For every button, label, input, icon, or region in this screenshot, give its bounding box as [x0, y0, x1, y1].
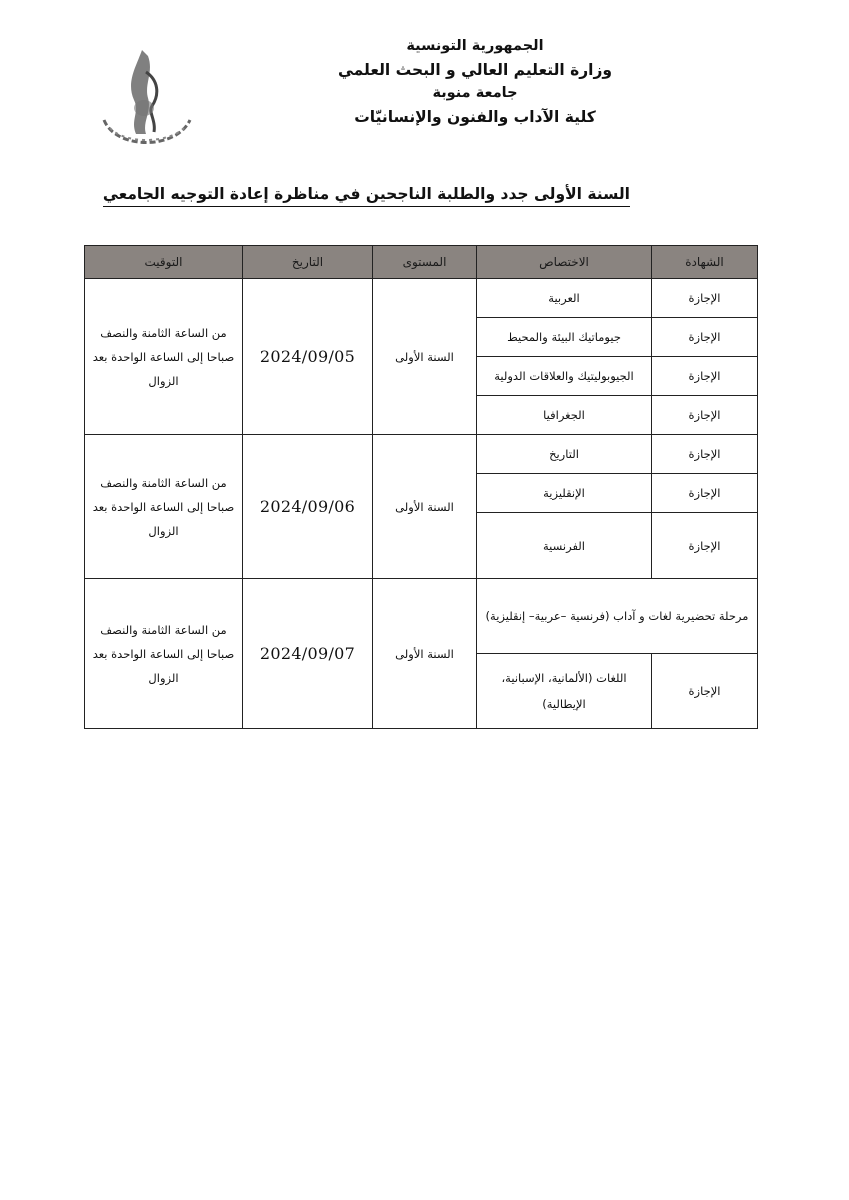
specialty-cell: اللغات (الألمانية، الإسبانية، الإيطالية) — [477, 654, 652, 729]
level-cell: السنة الأولى — [373, 279, 477, 435]
date-cell: 2024/09/07 — [243, 579, 373, 729]
faculty-name: كلية الآداب والفنون والإنسانيّات — [354, 108, 596, 126]
certificate-cell: الإجازة — [652, 357, 758, 396]
schedule-table — [84, 245, 758, 729]
specialty-cell: الإنقليزية — [477, 474, 652, 513]
time-cell: من الساعة الثامنة والنصف صباحا إلى الساعة الواحدة بعد الزوال — [85, 435, 243, 579]
header-specialty: الاختصاص — [477, 246, 652, 279]
time-cell: من الساعة الثامنة والنصف صباحا إلى الساعة الواحدة بعد الزوال — [85, 579, 243, 729]
document-title: السنة الأولى جدد والطلبة الناجحين في مناظرة إعادة التوجيه الجامعي — [180, 185, 630, 203]
specialty-cell: العربية — [477, 279, 652, 318]
table-row — [85, 279, 758, 318]
specialty-cell: الجغرافيا — [477, 396, 652, 435]
specialty-cell: الجيوبوليتيك والعلاقات الدولية — [477, 357, 652, 396]
time-cell: من الساعة الثامنة والنصف صباحا إلى الساعة الواحدة بعد الزوال — [85, 279, 243, 435]
letterhead — [325, 36, 625, 130]
certificate-cell: الإجازة — [652, 435, 758, 474]
date-cell: 2024/09/05 — [243, 279, 373, 435]
header-level: المستوى — [373, 246, 477, 279]
certificate-cell: الإجازة — [652, 279, 758, 318]
header-time: التوقيت — [85, 246, 243, 279]
table-header-row — [85, 246, 758, 279]
faculty-logo — [96, 42, 196, 162]
specialty-cell: الفرنسية — [477, 513, 652, 579]
level-cell: السنة الأولى — [373, 579, 477, 729]
certificate-cell: الإجازة — [652, 318, 758, 357]
certificate-cell: الإجازة — [652, 654, 758, 729]
specialty-cell: مرحلة تحضيرية لغات و آداب (فرنسية –عربية– إنقليزية) — [477, 579, 758, 654]
level-cell: السنة الأولى — [373, 435, 477, 579]
specialty-cell: التاريخ — [477, 435, 652, 474]
certificate-cell: الإجازة — [652, 474, 758, 513]
certificate-cell: الإجازة — [652, 396, 758, 435]
ministry-name: وزارة التعليم العالي و البحث العلمي — [337, 61, 613, 79]
republic-name: الجمهورية التونسية — [406, 38, 544, 54]
header-date: التاريخ — [243, 246, 373, 279]
specialty-cell: جيوماتيك البيئة والمحيط — [477, 318, 652, 357]
header-certificate: الشهادة — [652, 246, 758, 279]
university-name: جامعة منوبة — [432, 85, 518, 101]
table-row — [85, 435, 758, 474]
date-cell: 2024/09/06 — [243, 435, 373, 579]
certificate-cell: الإجازة — [652, 513, 758, 579]
table-row — [85, 579, 758, 654]
